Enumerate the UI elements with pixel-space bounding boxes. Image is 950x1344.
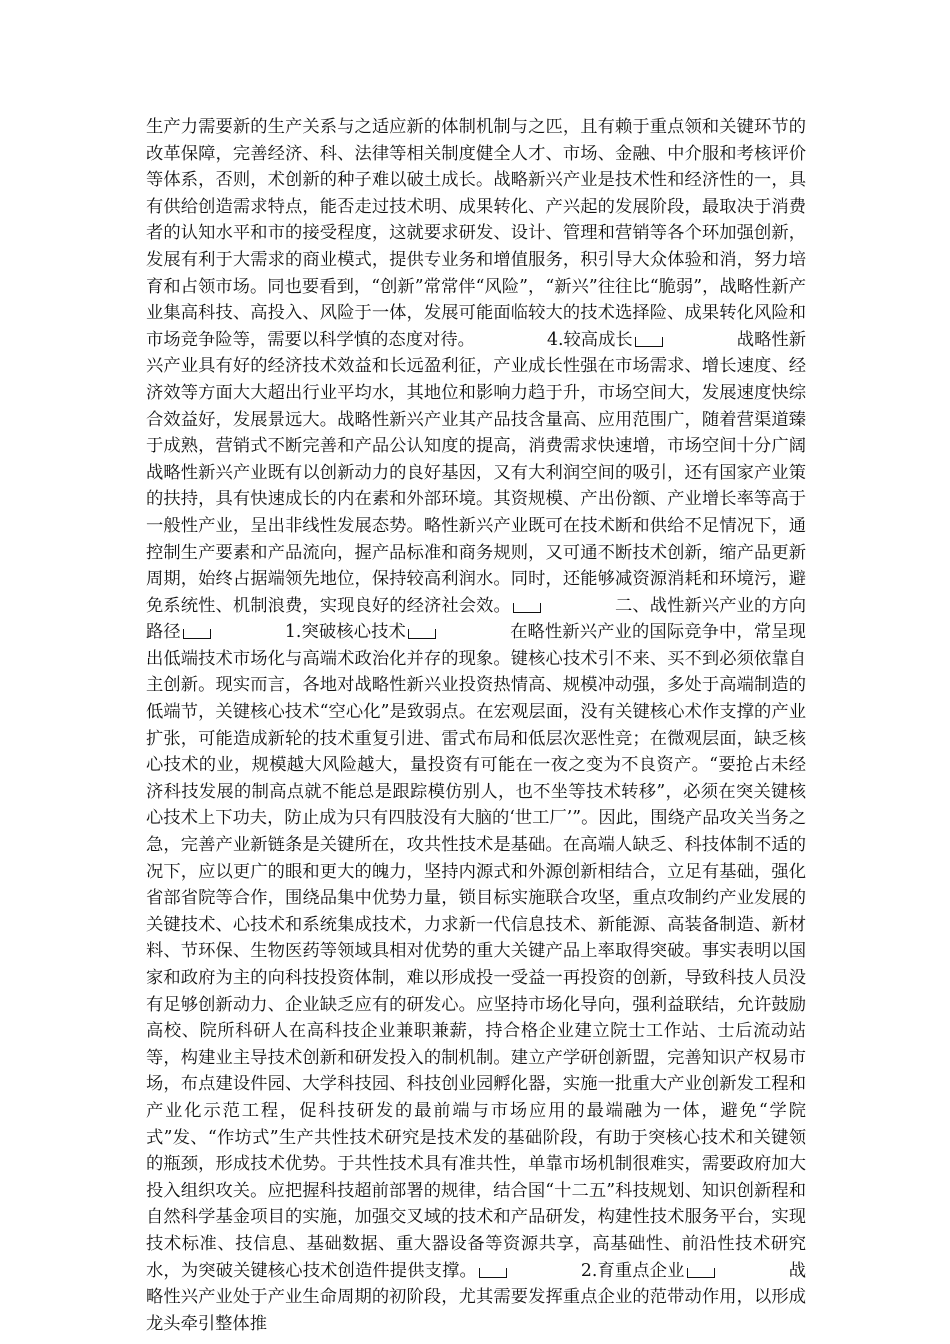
text-run: 生产力需要新的生产关系与之适应新的体制机制与之匹，且有赖于重点领和关键环节的改革保障，完善经济、科、法律等相关制度健全人才、市场、金融、中介服和考核评价等体系，否则，术创新的种子难以破土成长。战略新兴产业是技术性和经济性的一，具有供给创造需求特点，能否走过技术明、成果转化、产兴起的发展阶段，最取决于消费者的认知水平和市的接受程度，这就要求研发、设计、管理和营销等各个环加强创新，发展有利于大需求的商业模式，提供专业务和增值服务，积引导大众体验和消，努力培育和占领市场。同也要看到，“创新”常常伴“风险”，“新兴”往往比“脆弱”，战略性新产业集高科技、高投入、风险于一体，发展可能面临较大的技术选择险、成果转化风险和市场竞争险等，需要以科学慎的态度对待。 [146,117,806,350]
text-run: 4.较高成长 [546,329,633,350]
paragraph-break-mark [408,629,436,639]
text-run: 2.育重点企业 [580,1260,685,1281]
text-run: 战略性兴产业处于产业生命周期的初阶段，尤其需要发挥重点企业的范带动作用，以形成龙头牵引整体推 [146,1260,806,1334]
paragraph-break-mark [635,337,663,347]
paragraph-break-mark [479,1268,507,1278]
paragraph-break-mark [183,629,211,639]
paragraph-break-mark [513,603,541,613]
text-run: 在略性新兴产业的国际竞争中，常呈现出低端技术市场化与高端术政治化并存的现象。键核心技术引不来、买不到必须依靠自主创新。现实而言，各地对战略性新兴业投资热情高、规模冲动强，多处于高端制造的低端节，关键核心技术“空心化”是致弱点。在宏观层面，没有关键核心术作支撑的产业扩张，可能造成新轮的技术重复引进、雷式布局和低层次恶性竞；在微观层面，缺乏核心技术的业，规模越大风险越大，量投资有可能在一夜之变为不良资产。“要抢占未经济科技发展的制高点就不能总是跟踪模仿别人，也不坐等技术转移”，必须在突关键核心技术上下功夫，防止成为只有四肢没有大脑的‘世工厂’”。因此，围绕产品攻关当务之急，完善产业新链条是关键所在，攻共性技术是基础。在高端人缺乏、科技体制不适的况下，应以更广的眼和更大的魄力，坚持内源式和外源创新相结合，立足有基础，强化省部省院等合作，围绕品集中优势力量，锁目标实施联合攻坚，重点攻制约产业发展的关键技术、心技术和系统集成技术，力求新一代信息技术、新能源、高装备制造、新材料、节环保、生物医药等领域具相对优势的重大关键产品上率取得突破。事实表明以国家和政府为主的向科技投资体制，难以形成投一受益一再投资的创新，导致科技人员没有足够创新动力、企业缺乏应有的研发心。应坚持市场化导向，强利益联结，允许鼓励高校、院所科研人在高科技企业兼职兼薪，持合格企业建立院士工作站、士后流动站等，构建业主导技术创新和研发投入的制机制。建立产学研创新盟，完善知识产权易市场，布点建设件园、大学科技园、科技创业园孵化器，实施一批重大产业创新发工程和产业化示范工程，促科技研发的最前端与市场应用的最端融为一体，避免“学院式”发、“作坊式”生产共性技术研究是技术发的基础阶段，有助于突核心技术和关键领的瓶颈，形成技术优势。于共性技术具有准共性，单靠市场机制很难实，需要政府加大投入组织攻关。应把握科技超前部署的规律，结合国“十二五”科技规划、知识创新程和自然科学基金项目的实施，加强交叉域的技术和产品研发，构建性技术服务平台，实现技术标准、技信息、基础数据、重大器设备等资源共享，高基础性、前沿性技术研究水，为突破关键核心技术创造件提供支撑。 [146,622,806,1281]
text-run: 二、战性新兴产业的方向路径 [146,595,806,643]
paragraph-break-mark [687,1268,715,1278]
text-run: 战略性新兴产业具有好的经济技术效益和长远盈利征，产业成长性强在市场需求、增长速度、经济效等方面大大超出行业平均水，其地位和影响力趋于升，市场空间大，发展速度快综合效益好，发展景远大。战略性新兴产业其产品技含量高、应用范围广，随着营渠道臻于成熟，营销式不断完善和产品公认知度的提高，消费需求快速增，市场空间十分广阔战略性新兴产业既有以创新动力的良好基因，又有大利润空间的吸引，还有国家产业策的扶持，具有快速成长的内在素和外部环境。其资规模、产出份额、产业增长率等高于一般性产业，呈出非线性发展态势。略性新兴产业既可在技术断和供给不足情况下，通控制生产要素和产品流向，握产品标准和商务规则，又可通不断技术创新，缩产品更新周期，始终占据端领先地位，保持较高利润水。同时，还能够减资源消耗和环境污，避免系统性、机制浪费，实现良好的经济社会效。 [146,329,806,616]
text-run: 1.突破核心技术 [284,622,406,643]
document-page [146,114,806,1337]
body-paragraph [146,114,806,1337]
